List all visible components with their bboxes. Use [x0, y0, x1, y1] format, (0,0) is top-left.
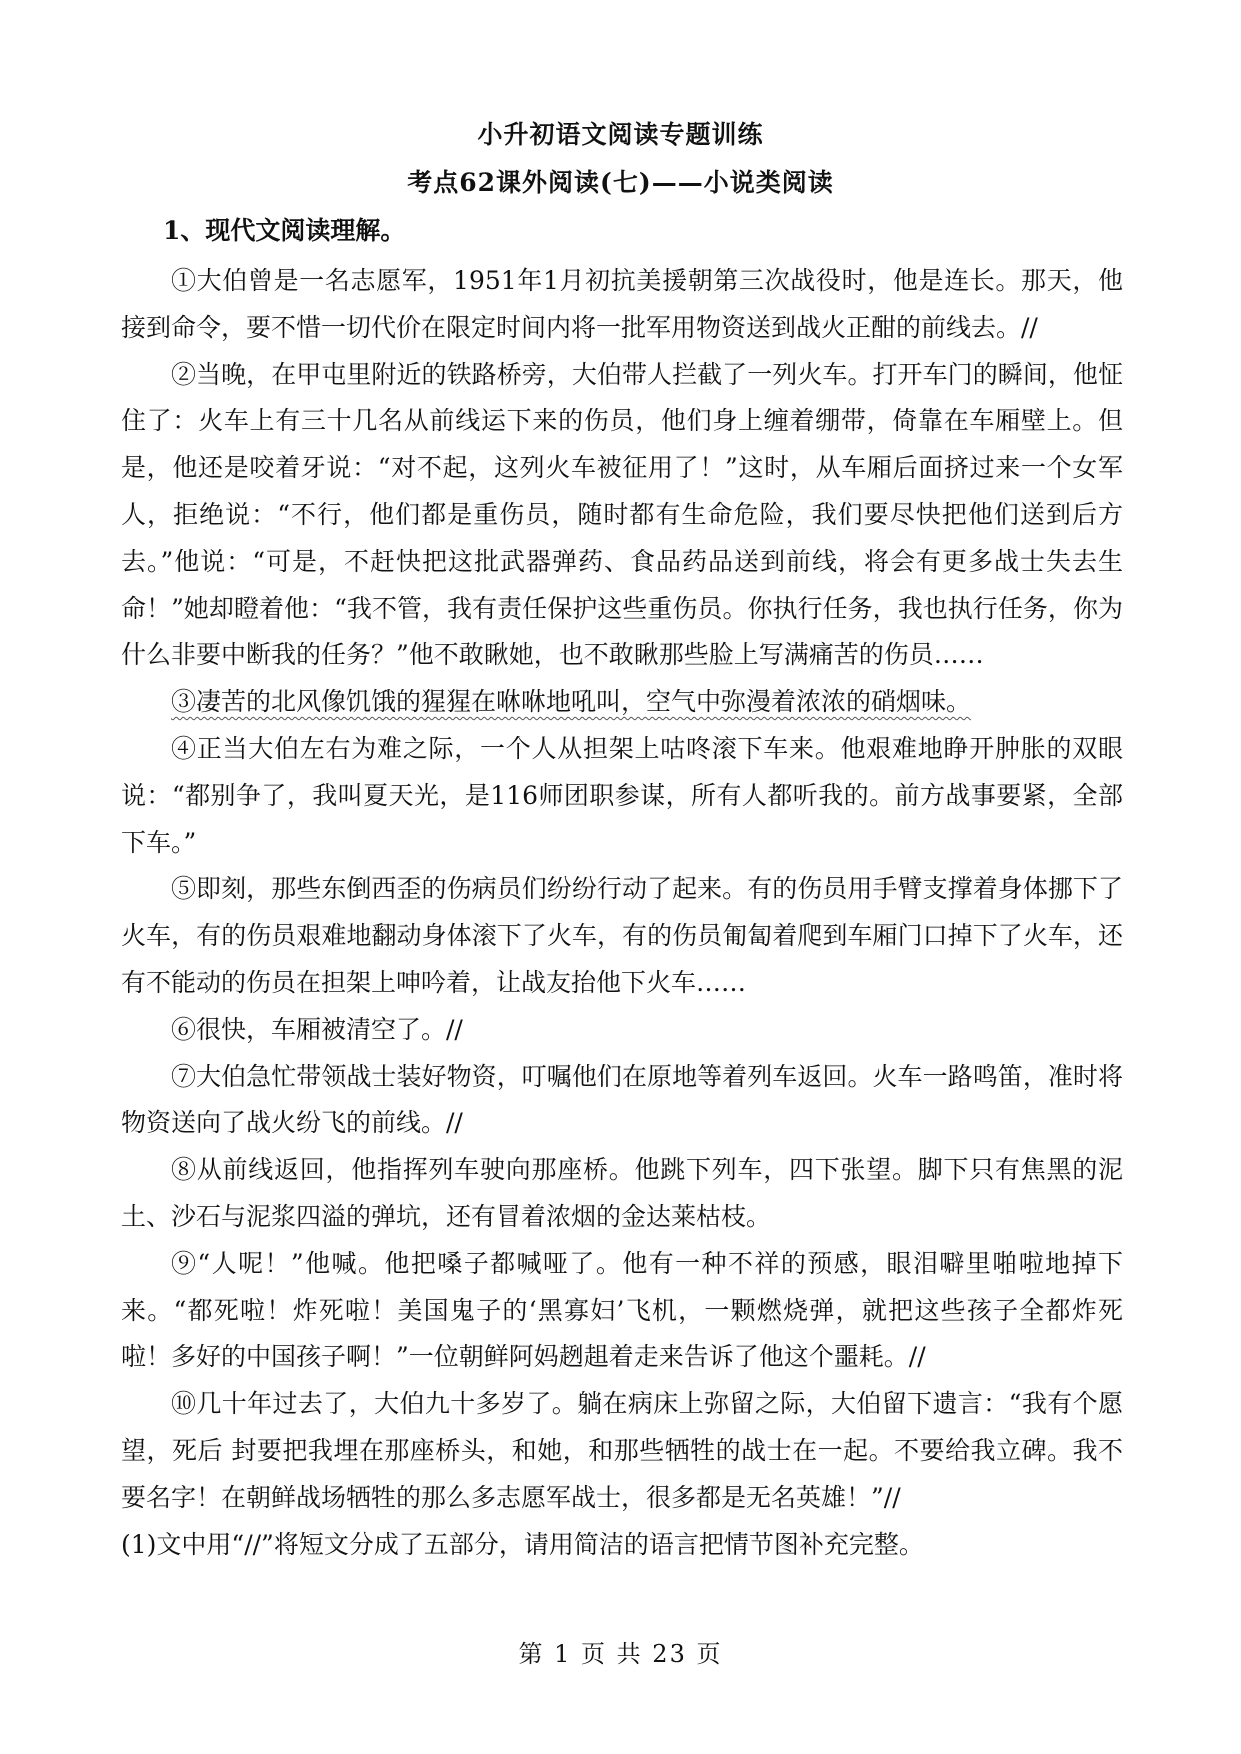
page-footer: 第 1 页 共 23 页	[518, 1640, 723, 1668]
section-heading: 1、现代文阅读理解。	[163, 216, 406, 245]
paragraph-6: ⑥很快，车厢被清空了。//	[171, 1014, 463, 1044]
paragraph-1: ①大伯曾是一名志愿军，1951年1月初抗美援朝第三次战役时，他是连长。那天，他接到命令，要不惜一切代价在限定时间内将一批军用物资送到战火正酣的前线去。//	[121, 266, 1123, 342]
document-title: 小升初语文阅读专题训练	[477, 120, 764, 149]
paragraph-3	[121, 679, 1123, 726]
paragraph-5: ⑤即刻，那些东倒西歪的伤病员们纷纷行动了起来。有的伤员用手臂支撑着身体挪下了火车，有的伤员艰难地翻动身体滚下了火车，有的伤员匍匐着爬到车厢门口掉下了火车，还有不能动的伤员在担架上呻吟着，让战友抬他下火车……	[121, 874, 1123, 997]
paragraph-8: ⑧从前线返回，他指挥列车驶向那座桥。他跳下列车，四下张望。脚下只有焦黑的泥土、沙石与泥浆四溢的弹坑，还有冒着浓烟的金达莱枯枝。	[121, 1155, 1123, 1231]
paragraph-10: ⑩几十年过去了，大伯九十多岁了。躺在病床上弥留之际，大伯留下遗言：“我有个愿望，死后 封要把我埋在那座桥头，和她，和那些牺牲的战士在一起。不要给我立碑。我不要名字！在朝鲜战场牺牲的那么多志愿军战士，很多都是无名英雄！”//	[121, 1389, 1123, 1512]
paragraph-9: ⑨“人呢！”他喊。他把嗓子都喊哑了。他有一种不祥的预感，眼泪噼里啪啦地掉下来。“都死啦！炸死啦！美国鬼子的‘黑寡妇’飞机，一颗燃烧弹，就把这些孩子全都炸死啦！多好的中国孩子啊！”一位朝鲜阿妈趔趄着走来告诉了他这个噩耗。//	[121, 1248, 1123, 1372]
paragraph-7: ⑦大伯急忙带领战士装好物资，叮嘱他们在原地等着列车返回。火车一路鸣笛，准时将物资送向了战火纷飞的前线。//	[121, 1061, 1123, 1138]
paragraph-2: ②当晚，在甲屯里附近的铁路桥旁，大伯带人拦截了一列火车。打开车门的瞬间，他怔住了：火车上有三十几名从前线运下来的伤员，他们身上缠着绷带，倚靠在车厢壁上。但是，他还是咬着牙说：“对不起，这列火车被征用了！”这时，从车厢后面挤过来一个女军人，拒绝说：“不行，他们都是重伤员，随时都有生命危险，我们要尽快把他们送到后方去。”他说：“可是，不赶快把这批武器弹药、食品药品送到前线，将会有更多战士失去生命！”她却瞪着他：“我不管，我有责任保护这些重伤员。你执行任务，我也执行任务，你为什么非要中断我的任务？”他不敢瞅她，也不敢瞅那些脸上写满痛苦的伤员……	[121, 359, 1123, 670]
question-1: (1)文中用“//”将短文分成了五部分，请用简洁的语言把情节图补充完整。	[121, 1529, 924, 1559]
document-subtitle: 考点62课外阅读(七)——小说类阅读	[407, 168, 834, 197]
paragraph-4: ④正当大伯左右为难之际，一个人从担架上咕咚滚下车来。他艰难地睁开肿胀的双眼说：“都别争了，我叫夏天光，是116师团职参谋，所有人都听我的。前方战事要紧，全部下车。”	[121, 733, 1123, 857]
wavy-underlined-sentence: ③凄苦的北风像饥饿的猩猩在咻咻地吼叫，空气中弥漫着浓浓的硝烟味。	[171, 687, 972, 717]
reading-passage	[121, 258, 1123, 1568]
